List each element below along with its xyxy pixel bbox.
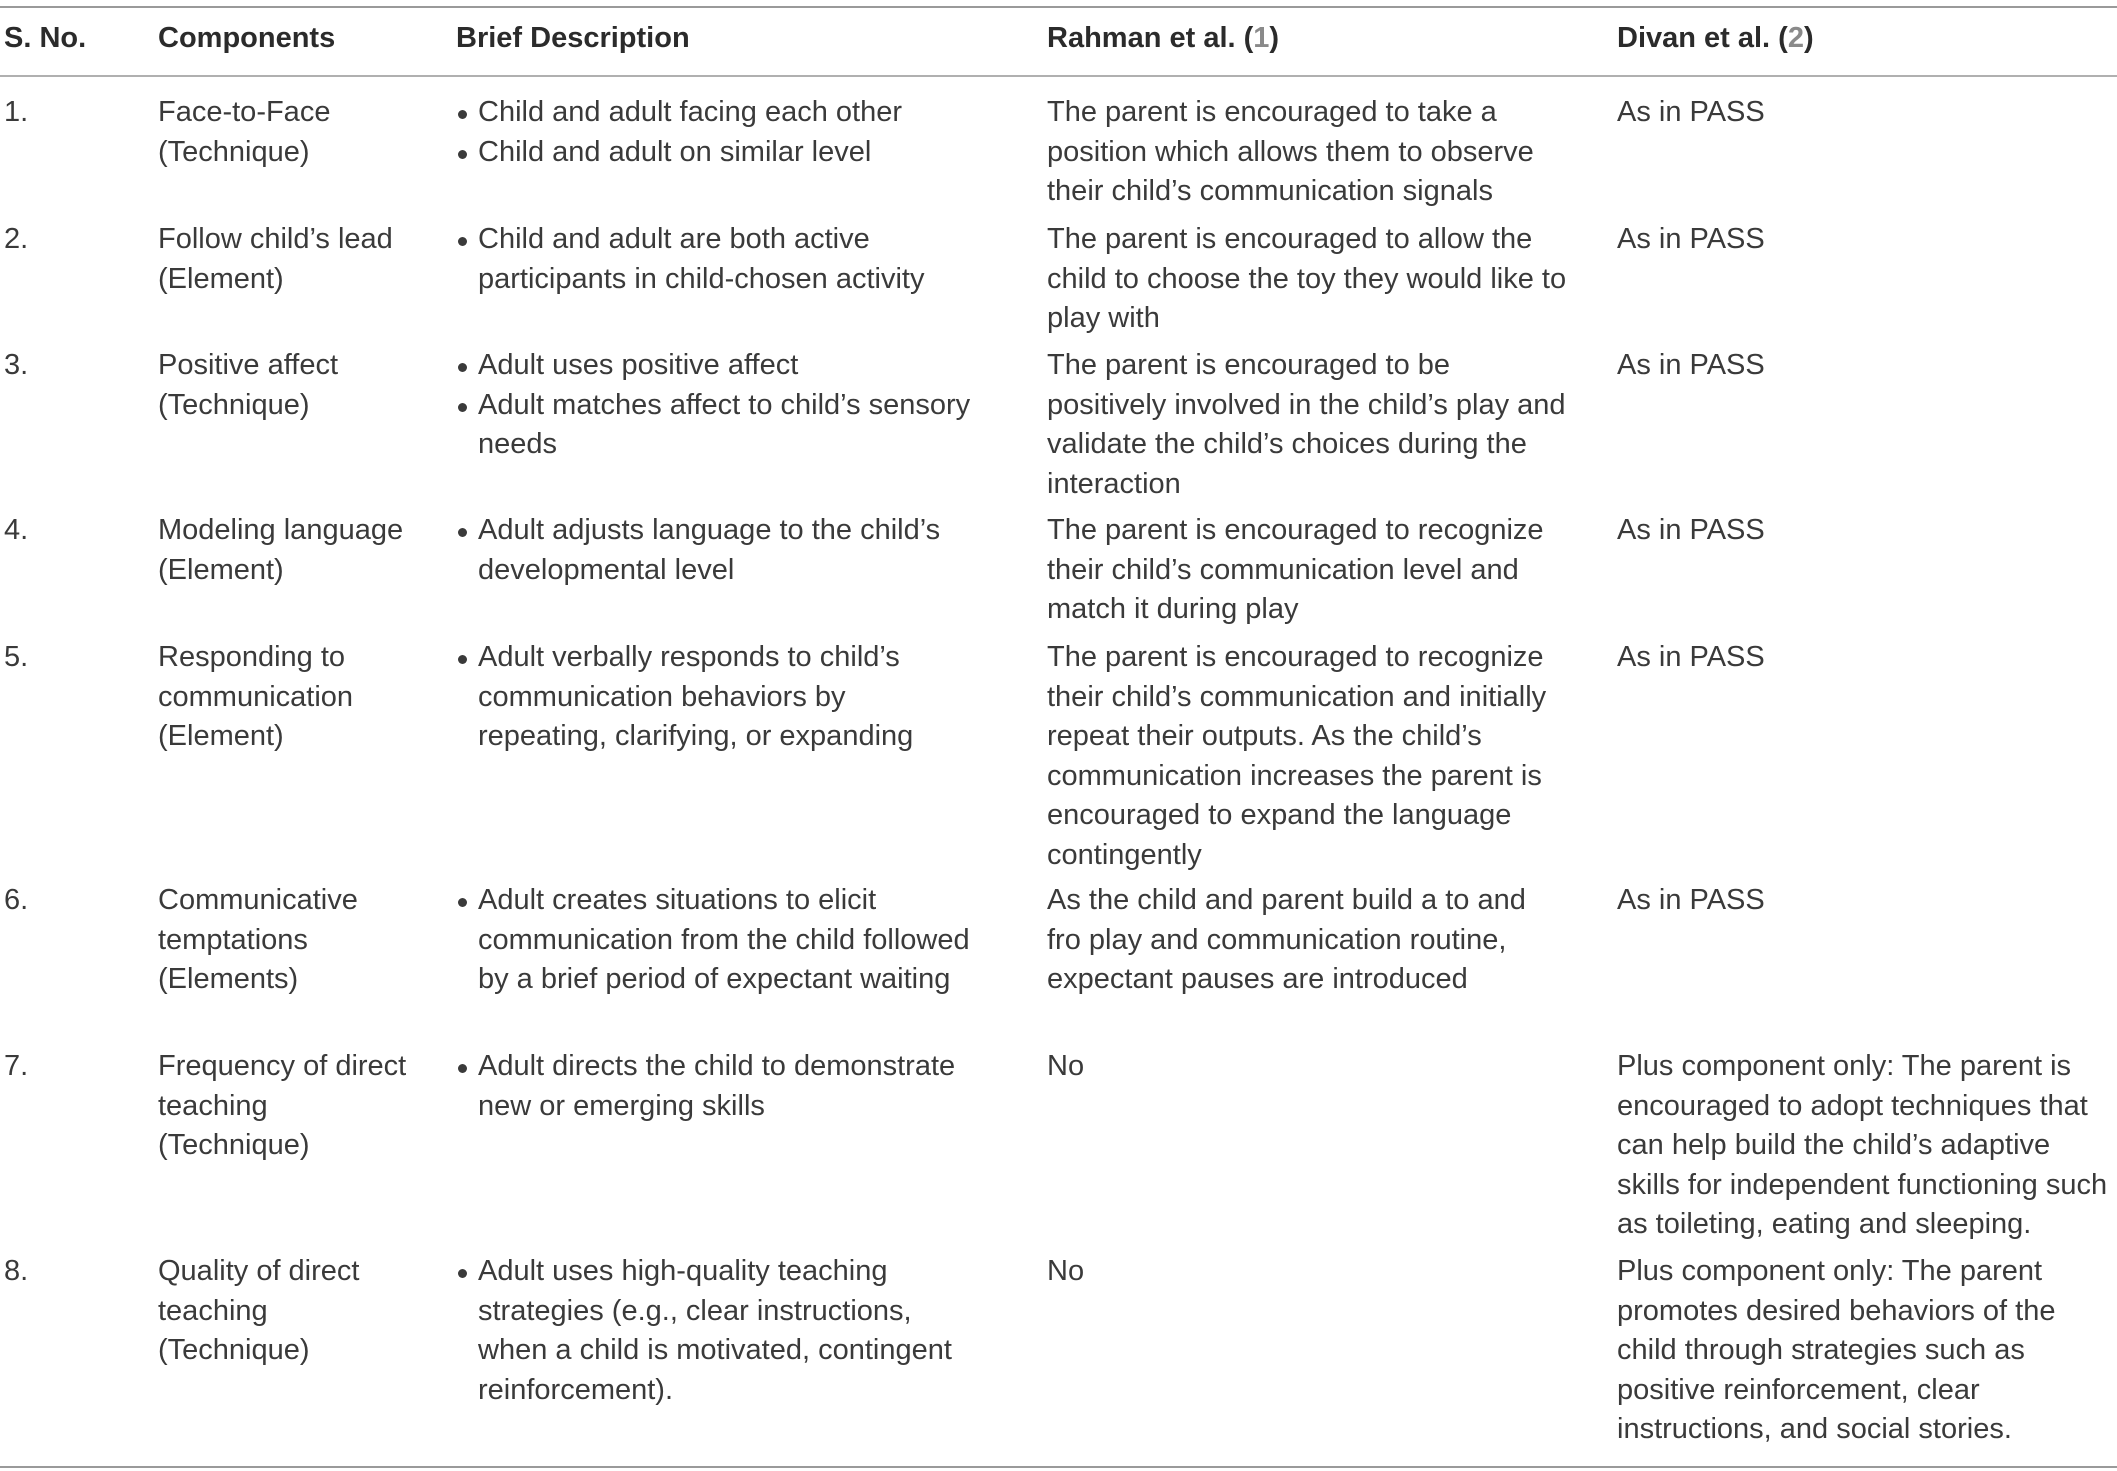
description-cell [456,511,981,590]
row-number: 8. [4,1255,29,1287]
header-bottom-rule [0,75,2117,77]
header-rahman-label: Rahman et al. ( [1047,22,1254,54]
description-bullet: Child and adult on similar level [456,133,981,173]
component-name: Modeling language [158,514,404,546]
table-top-rule [0,6,2117,8]
rahman-cell: The parent is encouraged to be positively involved in the child’s play and validate the child’s choices during the interaction [1047,349,1566,500]
component-type: (Technique) [158,1129,310,1161]
component-name: Responding to communication [158,641,354,713]
component-cell [158,1047,418,1166]
header-divan [1617,19,2117,59]
component-type: (Technique) [158,1334,310,1366]
description-cell [456,1252,981,1410]
description-cell [456,881,981,1000]
row-number: 4. [4,514,29,546]
description-bullet: Child and adult facing each other [456,93,981,133]
description-bullet: Child and adult are both active participants in child-chosen activity [456,220,981,299]
header-rahman [1047,19,1567,59]
description-cell [456,346,981,465]
header-rahman-close: ) [1269,22,1280,54]
header-sno: S. No. [4,22,87,54]
component-cell [158,220,458,299]
divan-cell: As in PASS [1617,349,1765,381]
component-type: (Technique) [158,388,310,421]
rahman-cell: The parent is encouraged to recognize their child’s communication and initially repeat their outputs. As the child’s communication increases the parent is encouraged to expand the language contingently [1047,641,1547,871]
header-components: Components [158,22,336,54]
divan-cell: As in PASS [1617,96,1765,128]
rahman-cell: The parent is encouraged to recognize their child’s communication level and match it during play [1047,514,1544,625]
component-type: (Element) [158,720,284,752]
divan-cell: As in PASS [1617,884,1765,916]
component-name: Face-to-Face [158,96,331,128]
divan-cell: Plus component only: The parent is encouraged to adopt techniques that can help build the child’s adaptive skills for independent functioning such as toileting, eating and sleeping. [1617,1050,2108,1240]
divan-cell: As in PASS [1617,641,1765,673]
rahman-cell: As the child and parent build a to and fro play and communication routine, expectant pauses are introduced [1047,884,1526,995]
description-bullet: Adult verbally responds to child’s communication behaviors by repeating, clarifying, or expanding [456,638,981,757]
component-name: Frequency of direct teaching [158,1050,407,1122]
rahman-cell: The parent is encouraged to allow the child to choose the toy they would like to play with [1047,223,1567,334]
component-type: (Elements) [158,963,299,995]
row-number: 5. [4,641,29,673]
header-divan-label: Divan et al. ( [1617,22,1788,54]
description-bullet: Adult directs the child to demonstrate new or emerging skills [456,1047,981,1126]
description-bullet: Adult adjusts language to the child’s developmental level [456,511,981,590]
row-number: 3. [4,349,29,381]
divan-cell: Plus component only: The parent promotes desired behaviors of the child through strategies such as positive reinforcement, clear instructions, and social stories. [1617,1255,2056,1445]
header-rahman-ref-link[interactable]: 1 [1253,22,1270,54]
component-cell [158,881,398,1000]
description-bullet: Adult uses high-quality teaching strategies (e.g., clear instructions, when a child is motivated, contingent reinforcement). [456,1252,981,1410]
component-cell [158,511,458,590]
component-type: (Element) [158,262,284,295]
rahman-cell: No [1047,1050,1085,1082]
component-name: Quality of direct teaching [158,1255,360,1327]
component-name: Communicative temptations [158,884,358,956]
component-cell [158,346,458,425]
header-divan-close: ) [1803,22,1814,54]
description-cell [456,638,981,757]
description-bullet: Adult matches affect to child’s sensory needs [456,386,981,465]
rahman-cell: No [1047,1255,1085,1287]
row-number: 6. [4,884,29,916]
description-bullet: Adult uses positive affect [456,346,981,386]
header-description: Brief Description [456,22,690,54]
description-cell [456,1047,981,1126]
component-type: (Technique) [158,135,310,168]
description-cell [456,93,981,172]
divan-cell: As in PASS [1617,223,1765,255]
description-cell [456,220,981,299]
rahman-cell: The parent is encouraged to take a position which allows them to observe their child’s communication signals [1047,96,1534,207]
component-type: (Element) [158,553,284,586]
component-cell [158,93,458,172]
divan-cell: As in PASS [1617,514,1765,546]
description-bullet: Adult creates situations to elicit communication from the child followed by a brief period of expectant waiting [456,881,981,1000]
table-bottom-rule [0,1466,2117,1468]
row-number: 1. [4,96,29,128]
component-cell [158,638,398,757]
row-number: 2. [4,223,29,255]
header-divan-ref-link[interactable]: 2 [1787,22,1804,54]
component-cell [158,1252,398,1371]
component-name: Follow child’s lead [158,223,393,255]
component-name: Positive affect [158,349,339,381]
row-number: 7. [4,1050,29,1082]
